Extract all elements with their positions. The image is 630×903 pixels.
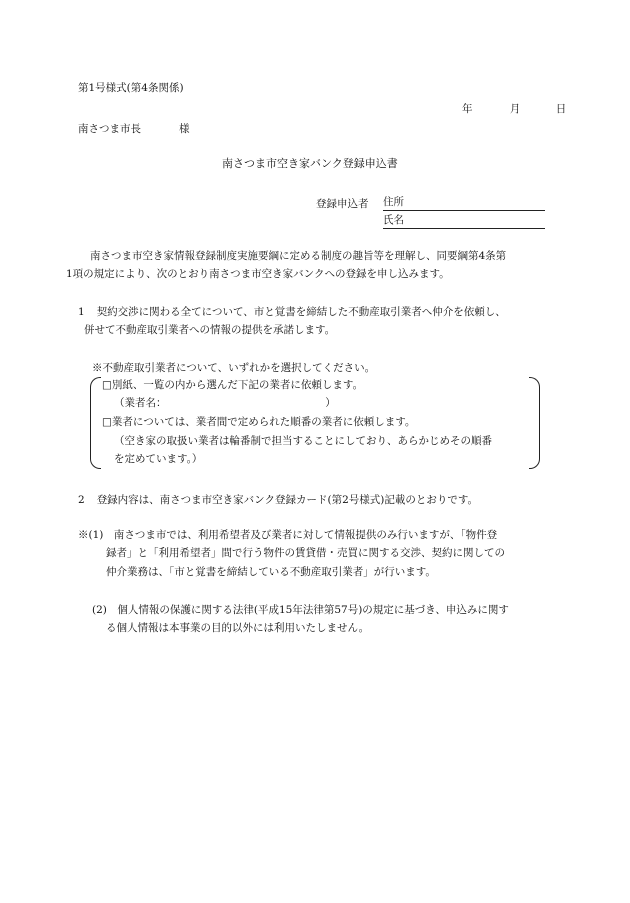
note-2-line-2: る個人情報は本事業の目的以外には利用いたしません。 — [106, 622, 370, 635]
date-month: 月 — [509, 103, 521, 115]
form-number: 第1号様式(第4条関係) — [78, 82, 184, 94]
note-1-line-2: 録者」と「利用希望者」間で行う物件の賃貸借・売買に関する交渉、契約に関しての — [106, 547, 505, 560]
options-box — [90, 377, 540, 469]
left-bracket — [90, 377, 101, 469]
addressee-honorific: 様 — [179, 123, 190, 135]
vendor-name-label: （業者名： — [114, 397, 162, 409]
option-2-note-1: （空き家の取扱い業者は輪番制で担当することにしており、あらかじめその順番 — [114, 435, 492, 447]
intro-line-1: 南さつま市空き家情報登録制度実施要綱に定める制度の趣旨等を理解し、同要綱第4条第 — [90, 250, 507, 262]
option-1-checkbox[interactable]: □別紙、一覧の内から選んだ下記の業者に依頼します。 — [102, 379, 364, 391]
note-1-line-1: ※(1) 南さつま市では、利用希望者及び業者に対して情報提供のみ行いますが、「物件登 — [78, 529, 498, 541]
item-2-number: 2 — [78, 494, 85, 506]
note-1-line-3: 仲介業務は、「市と覚書を締結している不動産取引業者」が行います。 — [106, 565, 436, 578]
addressee-name: 南さつま市長 — [78, 123, 141, 135]
name-label: 氏名 — [383, 214, 404, 226]
note-1 — [78, 526, 548, 581]
intro-line-2: 1項の規定により、次のとおり南さつま市空き家バンクへの登録を申し込みます。 — [66, 267, 450, 280]
applicant-label: 登録申込者 — [316, 198, 369, 210]
date-line — [462, 102, 566, 116]
right-bracket — [529, 377, 540, 469]
date-day: 日 — [555, 103, 567, 115]
addressee — [78, 122, 190, 136]
vendor-name-field[interactable] — [114, 396, 336, 410]
selection-notice: ※不動産取引業者について、いずれかを選択してください。 — [92, 362, 376, 374]
item-2-text: 登録内容は、南さつま市空き家バンク登録カード(第2号様式)記載のとおりです。 — [96, 494, 479, 506]
item-1 — [78, 304, 548, 340]
note-2-line-1: (2) 個人情報の保護に関する法律(平成15年法律第57号)の規定に基づき、申込みに関す — [92, 604, 509, 616]
item-2 — [78, 493, 478, 507]
document-title: 南さつま市空き家バンク登録申込書 — [222, 157, 398, 170]
intro-paragraph — [66, 248, 548, 284]
option-2-checkbox[interactable]: □業者については、業者間で定められた順番の業者に依頼します。 — [102, 416, 416, 428]
address-label: 住所 — [383, 196, 404, 208]
address-field[interactable] — [383, 195, 545, 211]
vendor-name-close: ） — [325, 397, 336, 409]
date-year: 年 — [462, 103, 473, 115]
item-1-number: 1 — [78, 306, 85, 318]
item-1-line-1: 契約交渉に関わる全てについて、市と覚書を締結した不動産取引業者へ仲介を依頼し、 — [96, 306, 506, 318]
option-2-note-2: を定めています。） — [114, 453, 203, 465]
note-2 — [92, 601, 548, 638]
name-field[interactable] — [383, 213, 545, 229]
item-1-line-2: 併せて不動産取引業者への情報の提供を承諾します。 — [84, 323, 336, 336]
